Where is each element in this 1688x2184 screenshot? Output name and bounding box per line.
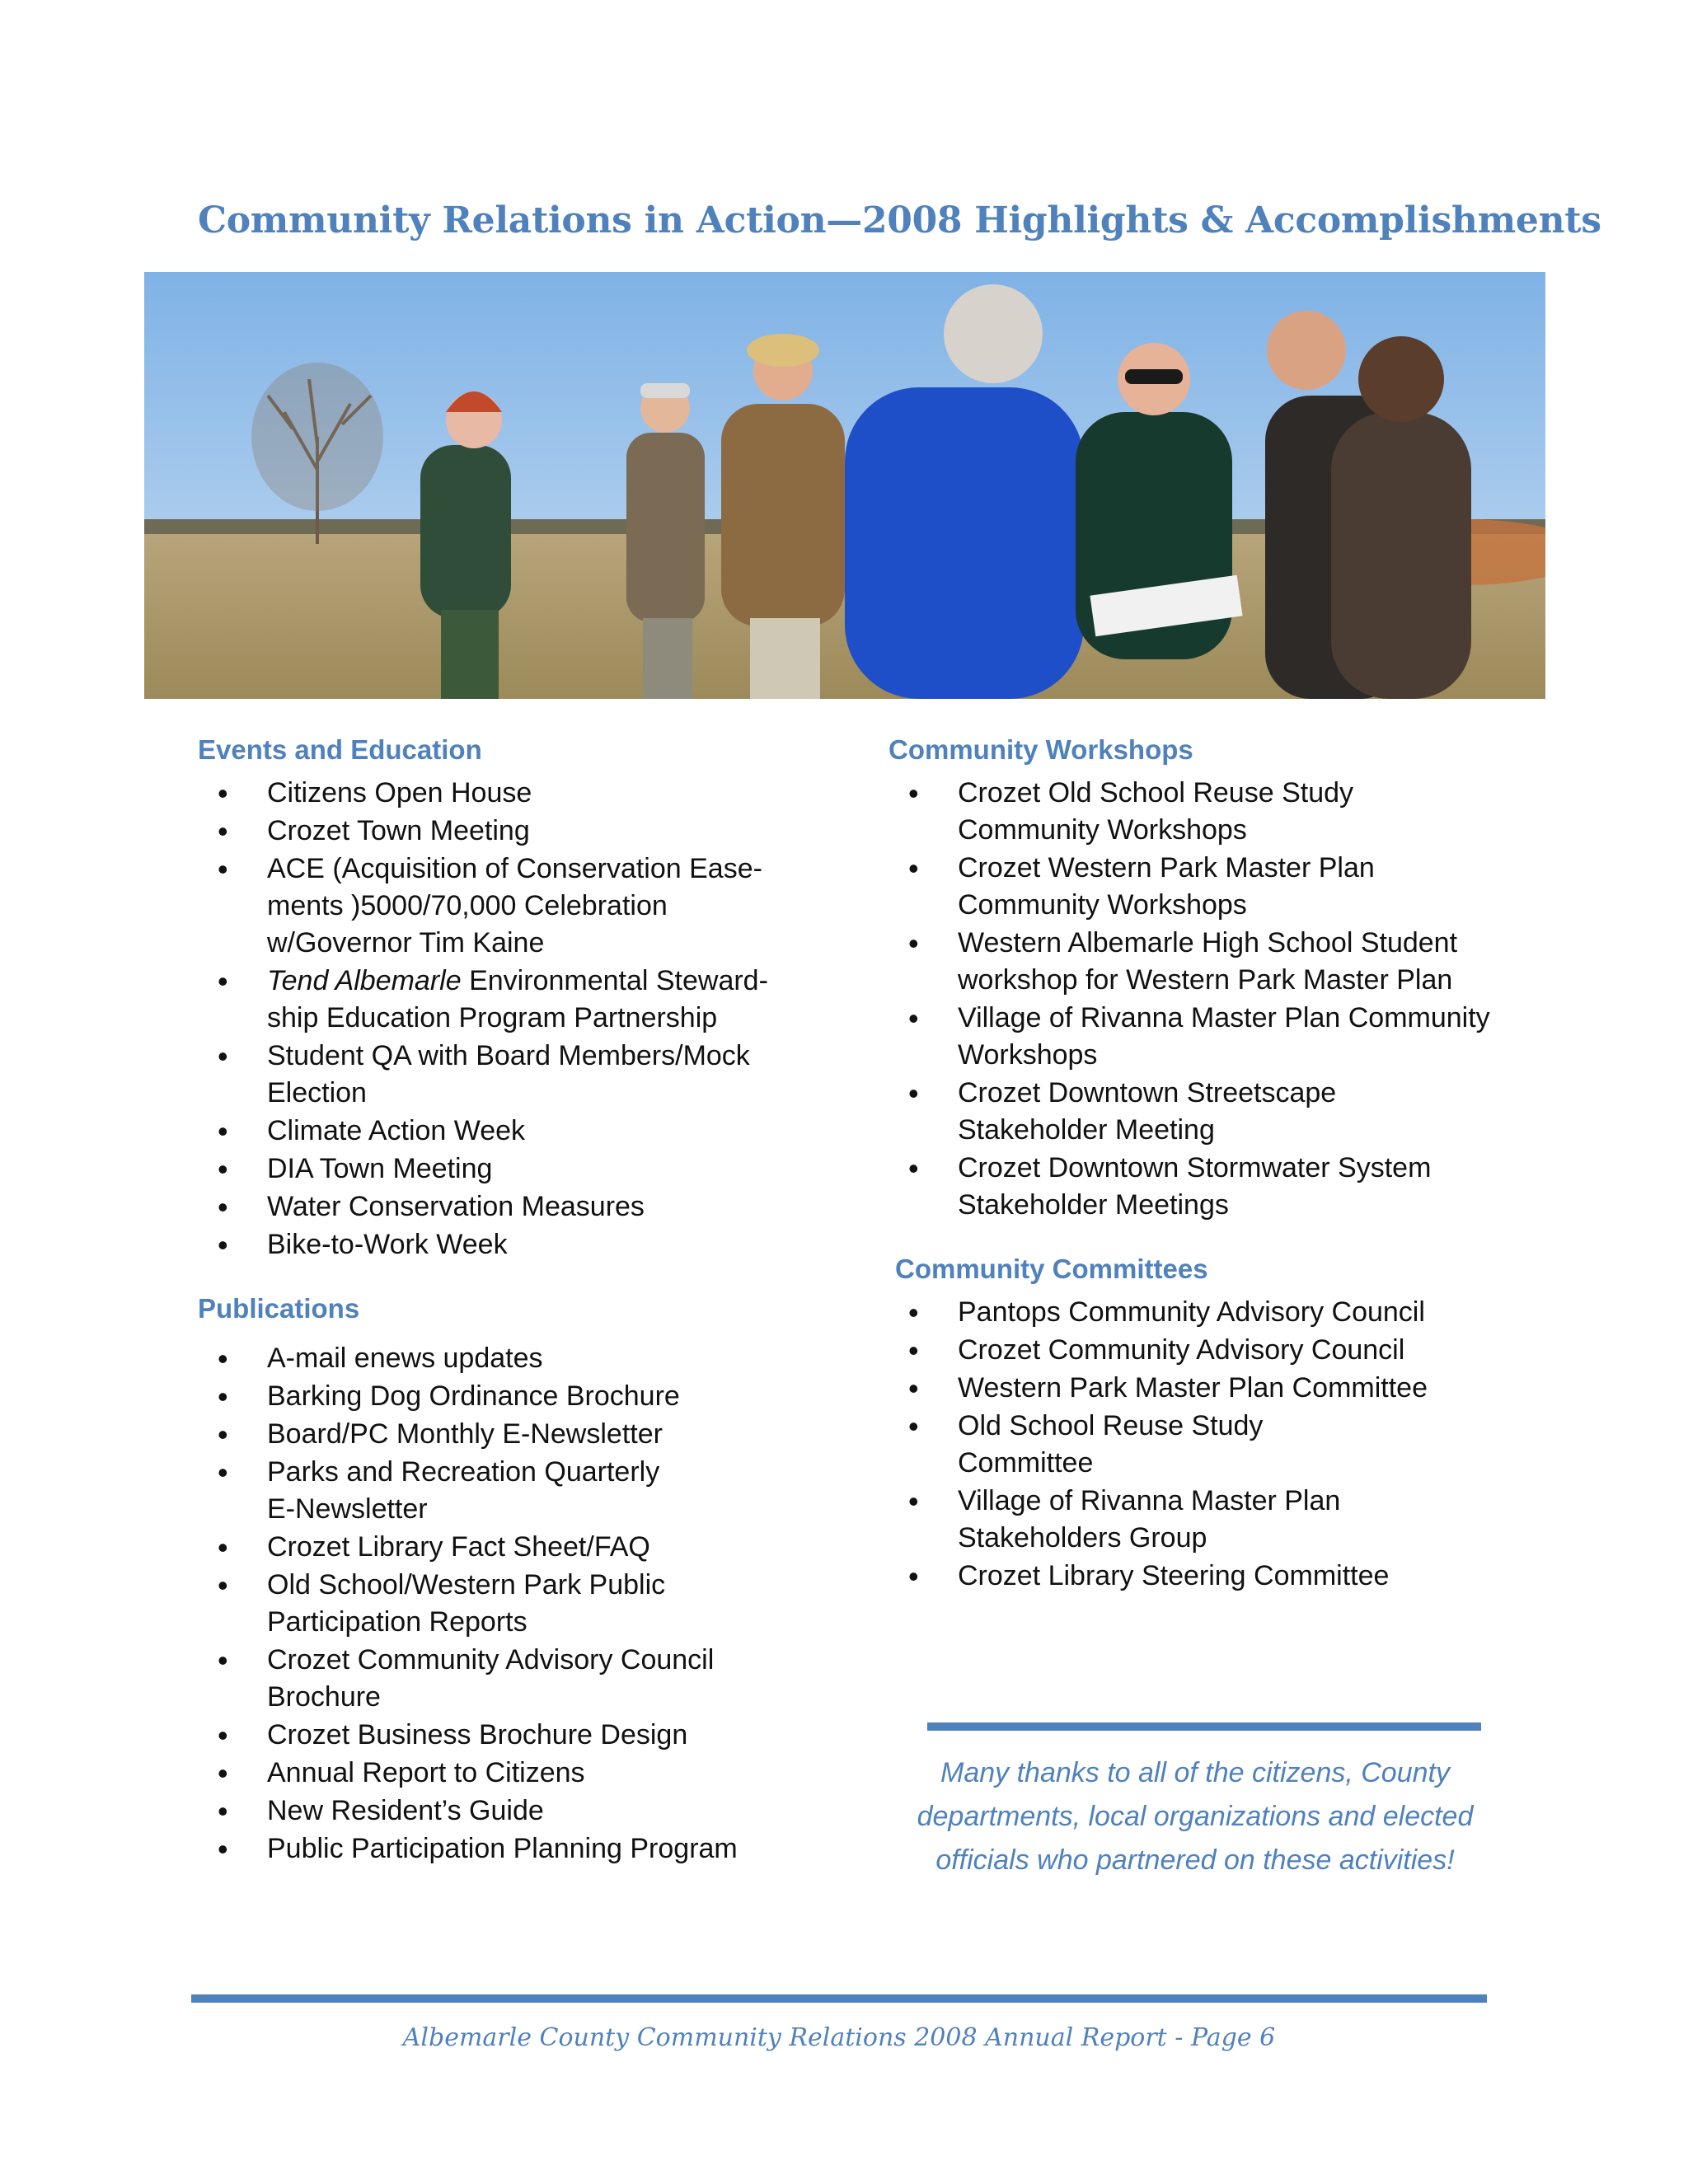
list-item: • Crozet Library Steering Committee xyxy=(889,1558,1522,1595)
list-item: • Public Participation Planning Program xyxy=(198,1830,824,1868)
list-item: • Board/PC Monthly E-Newsletter xyxy=(198,1416,824,1453)
workshops-section xyxy=(889,732,1515,1225)
list-item: • Crozet Downtown Stormwater System Stakeholder Meetings xyxy=(889,1150,1515,1224)
publications-list xyxy=(198,1340,824,1868)
workshops-list xyxy=(889,775,1515,1224)
list-item: • Bike-to-Work Week xyxy=(198,1226,824,1263)
list-item: • Crozet Old School Reuse Study Community Workshops xyxy=(889,775,1515,849)
page-footer: Albemarle County Community Relations 2008 Annual Report - Page 6 xyxy=(402,2023,1276,2052)
list-item: • New Resident’s Guide xyxy=(198,1793,824,1830)
events-list xyxy=(198,775,824,1263)
thanks-callout: Many thanks to all of the citizens, County departments, local organizations and elected officials who partnered on these activities! xyxy=(917,1757,1474,1876)
list-item: • Crozet Community Advisory Council xyxy=(889,1332,1522,1369)
list-item: • A-mail enews updates xyxy=(198,1340,824,1377)
list-item: • Student QA with Board Members/Mock Election xyxy=(198,1038,824,1112)
thanks-divider xyxy=(927,1722,1481,1731)
list-item: • Crozet Community Advisory Council Brochure xyxy=(198,1642,824,1716)
list-item: • Crozet Downtown Streetscape Stakeholder Meeting xyxy=(889,1075,1515,1149)
committees-list xyxy=(889,1294,1522,1595)
list-item: • Crozet Town Meeting xyxy=(198,813,824,850)
list-item: • Village of Rivanna Master Plan Stakeholders Group xyxy=(889,1483,1522,1557)
list-item: • Parks and Recreation Quarterly E-Newsletter xyxy=(198,1454,824,1528)
publications-section xyxy=(198,1291,824,1868)
committees-heading: Community Committees xyxy=(895,1254,1208,1284)
list-item: • Crozet Business Brochure Design xyxy=(198,1717,824,1754)
list-item: • Old School/Western Park Public Participation Reports xyxy=(198,1567,824,1641)
group-photo xyxy=(144,272,1545,699)
list-item: • Water Conservation Measures xyxy=(198,1188,824,1226)
list-item: • Crozet Western Park Master Plan Community Workshops xyxy=(889,850,1515,924)
events-heading: Events and Education xyxy=(198,734,482,765)
list-item: • Barking Dog Ordinance Brochure xyxy=(198,1378,824,1415)
list-item: • Pantops Community Advisory Council xyxy=(889,1294,1522,1331)
publications-heading: Publications xyxy=(198,1293,360,1324)
list-item: • ACE (Acquisition of Conservation Ease- ments )5000/70,000 Celebration w/Governor Tim Kaine xyxy=(198,851,824,962)
list-item: • Crozet Library Fact Sheet/FAQ xyxy=(198,1529,824,1566)
list-item: • Citizens Open House xyxy=(198,775,824,812)
events-section xyxy=(198,732,824,1264)
list-item: • Tend Albemarle Environmental Steward- ship Education Program Partnership xyxy=(198,963,824,1037)
list-item: • Old School Reuse Study Committee xyxy=(889,1408,1522,1482)
field-photo-illustration xyxy=(144,272,1545,699)
list-item: • Western Albemarle High School Student workshop for Western Park Master Plan xyxy=(889,925,1515,999)
list-item: • DIA Town Meeting xyxy=(198,1151,824,1188)
list-item: • Western Park Master Plan Committee xyxy=(889,1370,1522,1407)
page-title: Community Relations in Action—2008 Highlights & Accomplishments xyxy=(198,199,1601,241)
emphasis-text: Tend Albemarle xyxy=(267,965,462,996)
workshops-heading: Community Workshops xyxy=(889,734,1193,765)
committees-section xyxy=(895,1251,1522,1596)
footer-divider xyxy=(191,1994,1487,2003)
list-item: • Annual Report to Citizens xyxy=(198,1755,824,1792)
list-item: • Village of Rivanna Master Plan Community Workshops xyxy=(889,1000,1515,1074)
list-item: • Climate Action Week xyxy=(198,1113,824,1150)
